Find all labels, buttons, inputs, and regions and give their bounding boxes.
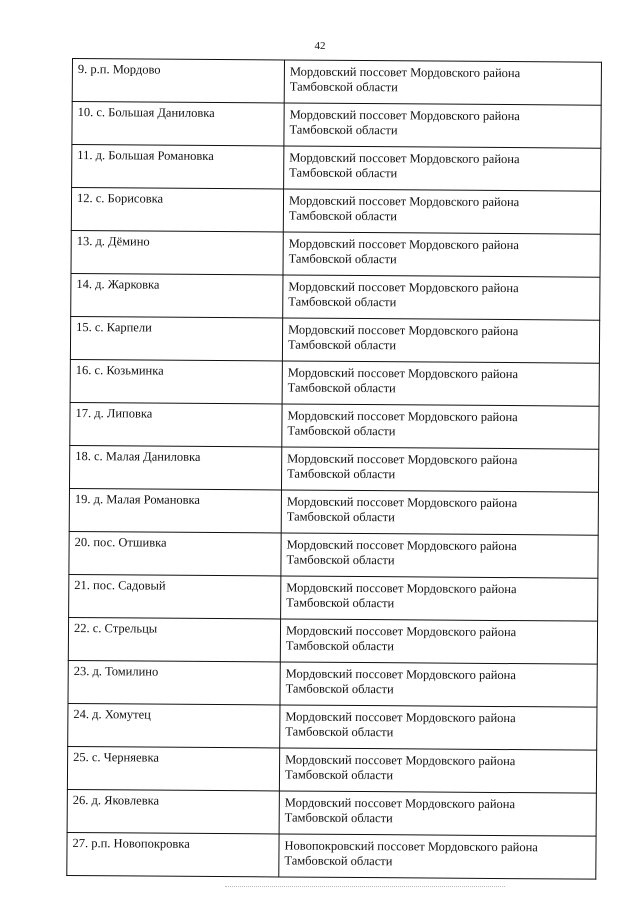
settlement-district-cell — [279, 834, 596, 879]
district-line-2: Тамбовской области — [289, 79, 398, 95]
settlement-district-cell — [281, 576, 598, 621]
district-line-2: Тамбовской области — [288, 251, 397, 267]
district-line-1: Мордовский поссовет Мордовского района — [288, 236, 520, 253]
table-row — [71, 230, 600, 277]
district-line-1: Мордовский поссовет Мордовского района — [286, 580, 517, 597]
district-line-1: Мордовский поссовет Мордовского района — [285, 623, 517, 640]
settlement-name: 19. д. Малая Романовка — [74, 492, 201, 507]
district-line-2: Тамбовской области — [286, 595, 395, 611]
settlement-district-cell — [280, 662, 597, 707]
table-row — [67, 832, 596, 879]
settlement-district-cell — [281, 447, 598, 492]
settlement-name-cell — [70, 359, 282, 403]
settlement-name: 17. д. Липовка — [75, 406, 153, 421]
settlement-name-cell — [67, 789, 279, 833]
district-line-2: Тамбовской области — [285, 681, 394, 697]
table-row — [67, 789, 596, 836]
district-line-1: Мордовский поссовет Мордовского района — [285, 709, 516, 726]
table-row — [71, 188, 600, 235]
settlement-district-cell — [281, 533, 598, 578]
settlement-district-cell — [283, 232, 600, 277]
district-line-2: Тамбовской области — [285, 724, 394, 740]
district-line-2: Тамбовской области — [287, 466, 396, 482]
settlement-name: 9. р.п. Мордово — [77, 62, 161, 77]
settlement-name: 11. д. Большая Романовка — [77, 148, 214, 163]
settlement-district-cell — [284, 146, 601, 191]
district-line-1: Мордовский поссовет Мордовского района — [286, 537, 517, 554]
table-row — [70, 402, 599, 449]
district-line-1: Мордовский поссовет Мордовского района — [285, 752, 516, 769]
table-row — [72, 102, 601, 149]
settlement-name: 20. пос. Отшивка — [74, 535, 167, 550]
settlement-district-cell — [279, 791, 596, 836]
district-line-2: Тамбовской области — [285, 638, 395, 654]
district-line-2: Тамбовской области — [288, 208, 398, 224]
settlement-district-cell — [280, 619, 597, 664]
settlement-district-cell — [282, 361, 599, 406]
settlement-district-cell — [282, 404, 599, 449]
settlement-name-cell — [68, 617, 280, 661]
table-row — [70, 316, 599, 363]
district-line-1: Мордовский поссовет Мордовского района — [287, 451, 518, 468]
district-line-2: Тамбовской области — [288, 294, 397, 310]
settlement-name: 23. д. Томилино — [73, 664, 159, 679]
table-row — [72, 145, 601, 192]
table-row — [71, 273, 600, 320]
scan-artifact-divider — [225, 886, 505, 891]
district-line-2: Тамбовской области — [286, 509, 395, 525]
settlement-name-cell — [70, 316, 282, 360]
table-row — [69, 445, 598, 492]
district-line-1: Мордовский поссовет Мордовского района — [289, 107, 520, 124]
settlement-name: 12. с. Борисовка — [76, 191, 164, 206]
district-line-2: Тамбовской области — [287, 423, 396, 439]
settlement-name-cell — [67, 832, 279, 876]
settlement-name: 21. пос. Садовый — [74, 578, 166, 593]
district-line-2: Тамбовской области — [286, 552, 395, 568]
district-line-1: Мордовский поссовет Мордовского района — [289, 64, 521, 81]
settlement-district-cell — [283, 275, 600, 320]
settlement-district-cell — [280, 705, 597, 750]
district-line-1: Мордовский поссовет Мордовского района — [284, 795, 516, 812]
settlement-name: 22. с. Стрельцы — [73, 621, 158, 636]
district-line-1: Мордовский поссовет Мордовского района — [287, 408, 518, 425]
settlement-name: 26. д. Яковлевка — [72, 793, 160, 808]
settlement-name: 18. с. Малая Даниловка — [75, 449, 201, 464]
settlement-district-cell — [284, 103, 601, 148]
table-row — [68, 660, 597, 707]
settlement-name-cell — [69, 574, 281, 618]
table-row — [68, 617, 597, 664]
settlement-name-cell — [67, 746, 279, 790]
table-row — [69, 574, 598, 621]
district-line-2: Тамбовской области — [289, 165, 398, 181]
settlement-name-cell — [68, 703, 280, 747]
settlement-name-cell — [71, 273, 283, 317]
district-line-1: Мордовский поссовет Мордовского района — [286, 494, 518, 511]
table-row — [69, 488, 598, 535]
table-row — [67, 746, 596, 793]
settlement-name-cell — [69, 445, 281, 489]
page-number: 42 — [314, 40, 326, 52]
settlement-name-cell — [72, 59, 284, 103]
settlement-name-cell — [70, 402, 282, 446]
settlement-name-cell — [68, 660, 280, 704]
table-row — [69, 531, 598, 578]
district-line-2: Тамбовской области — [287, 337, 397, 353]
district-line-2: Тамбовской области — [284, 853, 393, 869]
district-line-1: Мордовский поссовет Мордовского района — [288, 279, 519, 296]
settlements-table — [66, 58, 602, 880]
settlement-name-cell — [72, 145, 284, 189]
settlement-name-cell — [71, 188, 283, 232]
settlement-name-cell — [69, 531, 281, 575]
district-line-1: Новопокровский поссовет Мордовского района — [284, 838, 538, 855]
district-line-2: Тамбовской области — [284, 767, 394, 783]
settlement-name: 10. с. Большая Даниловка — [77, 105, 215, 120]
district-line-1: Мордовский поссовет Мордовского района — [287, 365, 519, 382]
settlement-district-cell — [281, 490, 598, 535]
settlement-district-cell — [283, 189, 600, 234]
settlement-name: 14. д. Жарковка — [76, 277, 160, 292]
district-line-1: Мордовский поссовет Мордовского района — [285, 666, 517, 683]
settlement-name-cell — [69, 488, 281, 532]
settlement-name: 16. с. Козьминка — [75, 363, 164, 378]
settlement-district-cell — [284, 60, 601, 105]
district-line-2: Тамбовской области — [284, 810, 393, 826]
table-row — [68, 703, 597, 750]
settlement-name-cell — [72, 102, 284, 146]
district-line-2: Тамбовской области — [287, 380, 396, 396]
settlement-name: 13. д. Дёмино — [76, 234, 150, 249]
district-line-1: Мордовский поссовет Мордовского района — [288, 322, 519, 339]
settlement-name-cell — [71, 230, 283, 274]
settlement-name: 25. с. Черняевка — [73, 750, 159, 765]
district-line-2: Тамбовской области — [289, 122, 398, 138]
settlement-district-cell — [279, 748, 596, 793]
district-line-1: Мордовский поссовет Мордовского района — [288, 193, 520, 210]
district-line-1: Мордовский поссовет Мордовского района — [289, 150, 520, 167]
settlement-name: 15. с. Карпели — [76, 320, 152, 335]
settlement-district-cell — [282, 318, 599, 363]
settlement-name: 24. д. Хомутец — [73, 707, 151, 722]
table-row — [72, 59, 601, 106]
settlement-name: 27. р.п. Новопокровка — [72, 836, 190, 851]
table-row — [70, 359, 599, 406]
settlements-table-body — [67, 59, 602, 880]
